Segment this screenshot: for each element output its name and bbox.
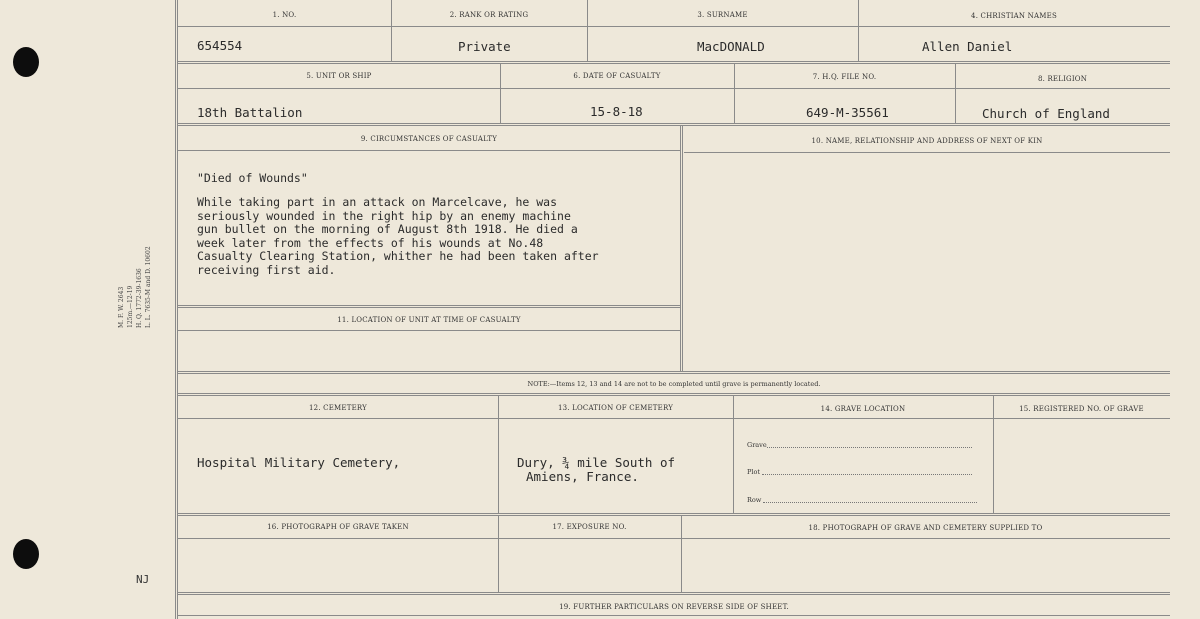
r4-divider-1 — [498, 396, 499, 513]
circumstances-divider — [680, 126, 683, 371]
label-rank: 2. RANK OR RATING — [449, 11, 529, 19]
kin-label-rule — [684, 152, 1170, 153]
r1-divider-1 — [391, 0, 392, 62]
label-date-casualty: 6. DATE OF CASUALTY — [573, 72, 661, 80]
plot-label: Plot — [747, 468, 760, 476]
circumstances-text: While taking part in an attack on Marcelcave, he was seriously wounded in the right hip by an enemy machine gun bullet on the morning of August 8th 1918. He died a week later from the effects of his wounds at No.48 Casualty Clearing Station, whither he had been taken after receiving first aid. — [197, 195, 599, 277]
label-hq-file: 7. H.Q. FILE NO. — [812, 73, 877, 81]
label-location-cemetery: 13. LOCATION OF CEMETERY — [557, 404, 674, 412]
note-top-rule — [178, 371, 1170, 374]
row1-label-rule — [178, 26, 1170, 27]
r1-divider-3 — [858, 0, 859, 62]
label-grave-location: 14. GRAVE LOCATION — [820, 405, 906, 413]
value-location-cemetery-line2: Amiens, France. — [526, 469, 639, 484]
note-text: NOTE:—Items 12, 13 and 14 are not to be completed until grave is permanently located. — [527, 380, 821, 388]
value-unit: 18th Battalion — [197, 105, 303, 120]
row2-label-rule — [178, 88, 1170, 89]
row-dots — [763, 502, 977, 503]
r4-divider-3 — [993, 396, 994, 513]
value-religion: Church of England — [982, 106, 1110, 121]
value-surname: MacDONALD — [697, 39, 765, 54]
label-registered-no: 15. REGISTERED NO. OF GRAVE — [1019, 405, 1144, 413]
row5-label-rule — [178, 538, 1170, 539]
row2-bottom-rule — [178, 123, 1170, 126]
punch-hole-top — [13, 47, 39, 77]
value-location-cemetery-line1: Dury, ¾ mile South of — [517, 455, 676, 470]
value-rank: Private — [458, 39, 511, 54]
label-unit: 5. UNIT OR SHIP — [306, 72, 372, 80]
r4-divider-2 — [733, 396, 734, 513]
row1-bottom-rule — [178, 61, 1170, 64]
circumstances-heading: "Died of Wounds" — [197, 171, 308, 185]
footer-rule — [178, 615, 1170, 616]
value-cemetery: Hospital Military Cemetery, — [197, 455, 401, 470]
label-christian-names: 4. CHRISTIAN NAMES — [971, 12, 1057, 20]
grave-dots — [767, 447, 972, 448]
row4-bottom-rule — [178, 513, 1170, 516]
label-further-particulars: 19. FURTHER PARTICULARS ON REVERSE SIDE OF SHEET. — [559, 603, 789, 611]
plot-dots — [762, 474, 972, 475]
row4-label-rule — [178, 418, 1170, 419]
value-no: 654554 — [197, 38, 243, 53]
circumstances-label-rule — [178, 150, 680, 151]
label-photo-supplied: 18. PHOTOGRAPH OF GRAVE AND CEMETERY SUPPLIED TO — [808, 524, 1043, 532]
label-surname: 3. SURNAME — [697, 11, 748, 19]
punch-hole-bottom — [13, 539, 39, 569]
label-religion: 8. RELIGION — [1037, 75, 1088, 83]
row-label: Row — [747, 496, 762, 504]
note-bottom-rule — [178, 393, 1170, 396]
label-cemetery: 12. CEMETERY — [309, 404, 367, 412]
location-unit-label-rule — [178, 330, 680, 331]
initials: NJ — [136, 573, 150, 586]
value-date-casualty: 15-8-18 — [590, 104, 643, 119]
label-next-of-kin: 10. NAME, RELATIONSHIP AND ADDRESS OF NEXT OF KIN — [811, 137, 1043, 145]
value-christian-names: Allen Daniel — [922, 39, 1013, 54]
grave-label: Grave — [747, 441, 767, 449]
r1-divider-2 — [587, 0, 588, 62]
label-circumstances: 9. CIRCUMSTANCES OF CASUALTY — [360, 135, 498, 143]
value-hq-file: 649-M-35561 — [806, 105, 889, 120]
label-no: 1. NO. — [272, 11, 297, 19]
r2-divider-3 — [955, 64, 956, 124]
label-photo-taken: 16. PHOTOGRAPH OF GRAVE TAKEN — [267, 523, 409, 531]
side-print: M. F. W. 2643 125m.—12-19 H. Q. 1772-39-1636 L. L. 7635-M and D. 10602 — [118, 246, 152, 328]
row5-bottom-rule — [178, 592, 1170, 595]
location-unit-top-rule — [178, 305, 680, 308]
label-location-unit: 11. LOCATION OF UNIT AT TIME OF CASUALTY — [337, 316, 521, 324]
label-exposure: 17. EXPOSURE NO. — [552, 523, 627, 531]
